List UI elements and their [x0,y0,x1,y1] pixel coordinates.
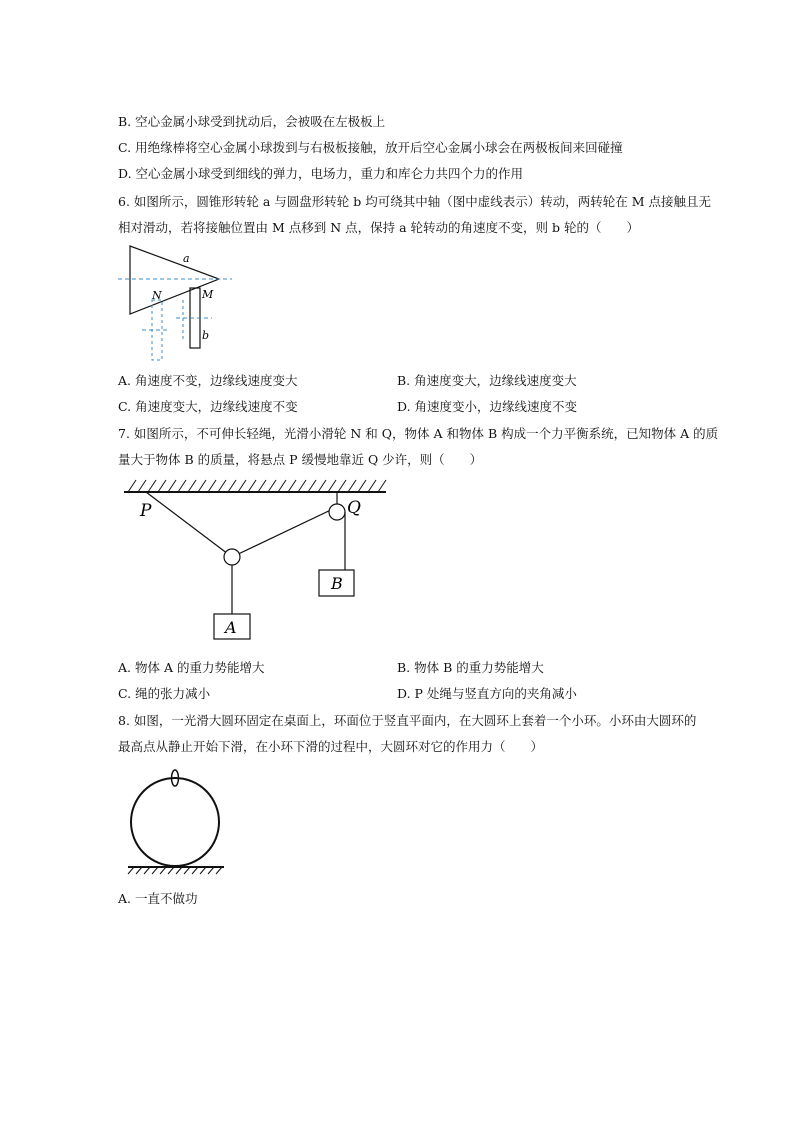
q7-stem-line2: 量大于物体 B 的质量，将悬点 P 缓慢地靠近 Q 少许，则（ ） [118,452,483,467]
label-n: N [152,289,162,302]
label-block-a: A [225,618,237,637]
q6-option-b: B. 角速度变大，边缘线速度变大 [397,373,577,388]
table-hatching [128,867,222,874]
q7-option-c: C. 绳的张力减小 [118,686,211,701]
label-p: P [140,501,152,521]
q6-stem-line2: 相对滑动，若将接触位置由 M 点移到 N 点，保持 a 轮转动的角速度不变，则 b 轮的（ ） [118,220,639,235]
label-q: Q [347,498,361,518]
q8-option-a: A. 一直不做功 [118,891,198,906]
large-ring [131,778,219,866]
label-m: M [202,288,214,301]
q7-option-a: A. 物体 A 的重力势能增大 [118,660,265,675]
q5-option-c: C. 用绝缘棒将空心金属小球拨到与右极板接触，放开后空心金属小球会在两极板间来回碰撞 [118,140,623,155]
q8-stem-line2: 最高点从静止开始下滑，在小环下滑的过程中，大圆环对它的作用力（ ） [118,739,544,754]
q6-option-c: C. 角速度变大，边缘线速度不变 [118,399,298,414]
label-block-b: B [331,574,343,593]
q7-option-b: B. 物体 B 的重力势能增大 [397,660,544,675]
q5-option-d: D. 空心金属小球受到细线的弹力，电场力，重力和库仑力共四个力的作用 [118,166,524,181]
q7-option-d: D. P 处绳与竖直方向的夹角减小 [397,686,577,701]
q8-stem-line1: 8. 如图，一光滑大圆环固定在桌面上，环面位于竖直平面内，在大圆环上套着一个小环。小环由大圆环的 [118,713,697,728]
q6-stem-line1: 6. 如图所示，圆锥形转轮 a 与圆盘形转轮 b 均可绕其中轴（图中虚线表示）转动，两转轮在 M 点接触且无 [118,194,711,209]
label-b: b [202,329,210,342]
q7-stem-line1: 7. 如图所示，不可伸长轻绳，光滑小滑轮 N 和 Q，物体 A 和物体 B 构成一个力平衡系统，已知物体 A 的质 [118,426,719,441]
q6-option-d: D. 角速度变小，边缘线速度不变 [397,399,578,414]
q6-option-a: A. 角速度不变，边缘线速度变大 [118,373,298,388]
q5-option-b: B. 空心金属小球受到扰动后，会被吸在左极板上 [118,114,386,129]
label-a: a [183,252,190,265]
